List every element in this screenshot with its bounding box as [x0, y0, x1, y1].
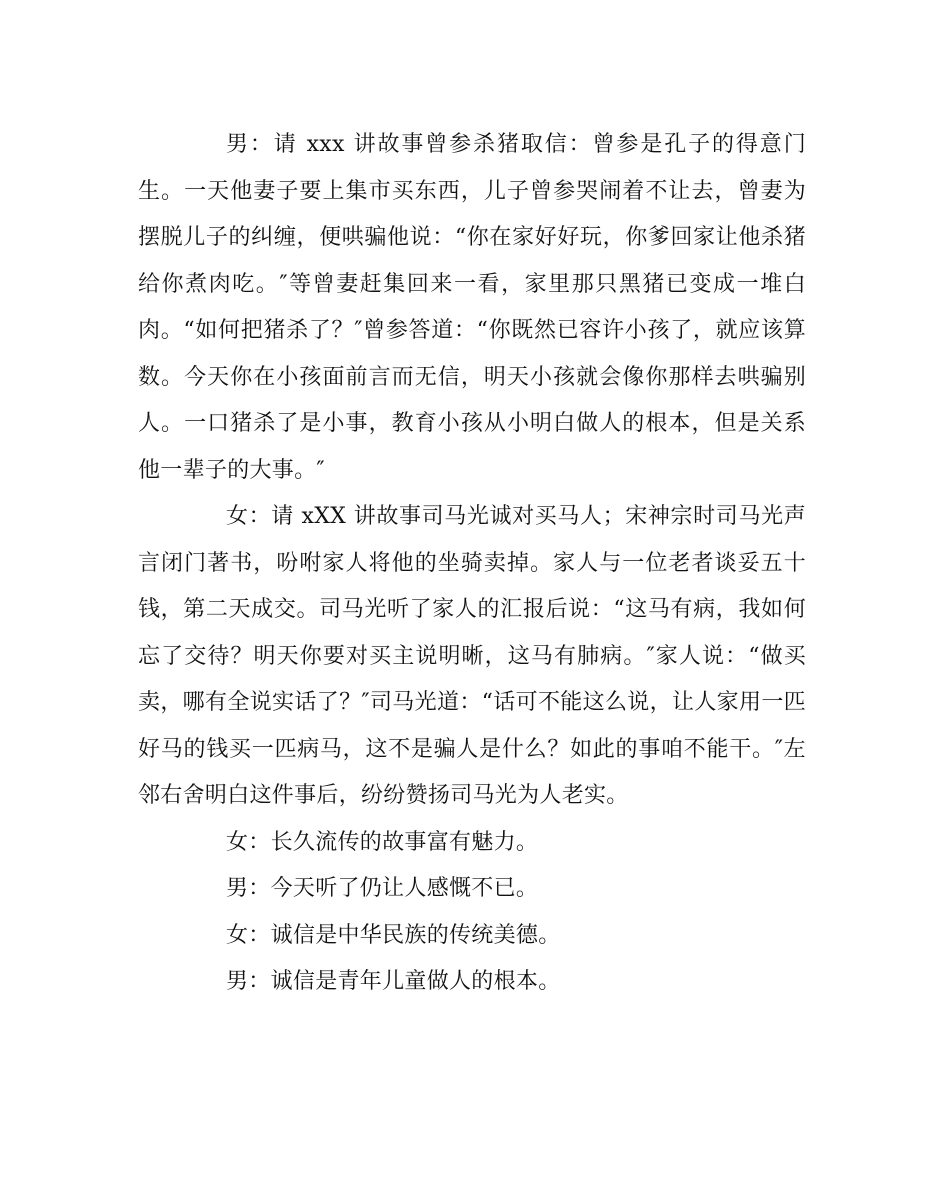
document-page	[138, 122, 806, 1006]
paragraph-line-female-2: 女：诚信是中华民族的传统美德。	[226, 922, 561, 948]
paragraph-line-male-1: 男：今天听了仍让人感慨不已。	[226, 876, 539, 901]
paragraph-simaguang-story: 女：请 xXX 讲故事司马光诚对买马人；宋神宗时司马光声言闭门著书，吩咐家人将他的坐骑卖掉。家人与一位老者谈妥五十钱，第二天成交。司马光听了家人的汇报后说：“这马有病，我如何忘了交待？明天你要对买主说明晰，这马有肺病。″家人说：“做买卖，哪有全说实话了？″司马光道：“话可不能这么说，让人家用一匹好马的钱买一匹病马，这不是骗人是什么？如此的事咱不能干。″左邻右舍明白这件事后，纷纷赞扬司马光为人老实。	[138, 504, 806, 808]
paragraph-line-male-2: 男：诚信是青年儿童做人的根本。	[226, 969, 561, 994]
paragraph-line-female-1: 女：长久流传的故事富有魅力。	[226, 829, 539, 855]
paragraph-zengshen-story: 男：请 xxx 讲故事曾参杀猪取信：曾参是孔子的得意门生。一天他妻子要上集市买东西，儿子曾参哭闹着不让去，曾妻为摆脱儿子的纠缠，便哄骗他说：“你在家好好玩，你爹回家让他杀猪给你煮肉吃。″等曾妻赶集回来一看，家里那只黑猪已变成一堆白肉。“如何把猪杀了？″曾参答道：“你既然已容许小孩了，就应该算数。今天你在小孩面前言而无信，明天小孩就会像你那样去哄骗别人。一口猪杀了是小事，教育小孩从小明白做人的根本，但是关系他一辈子的大事。″	[138, 132, 806, 483]
